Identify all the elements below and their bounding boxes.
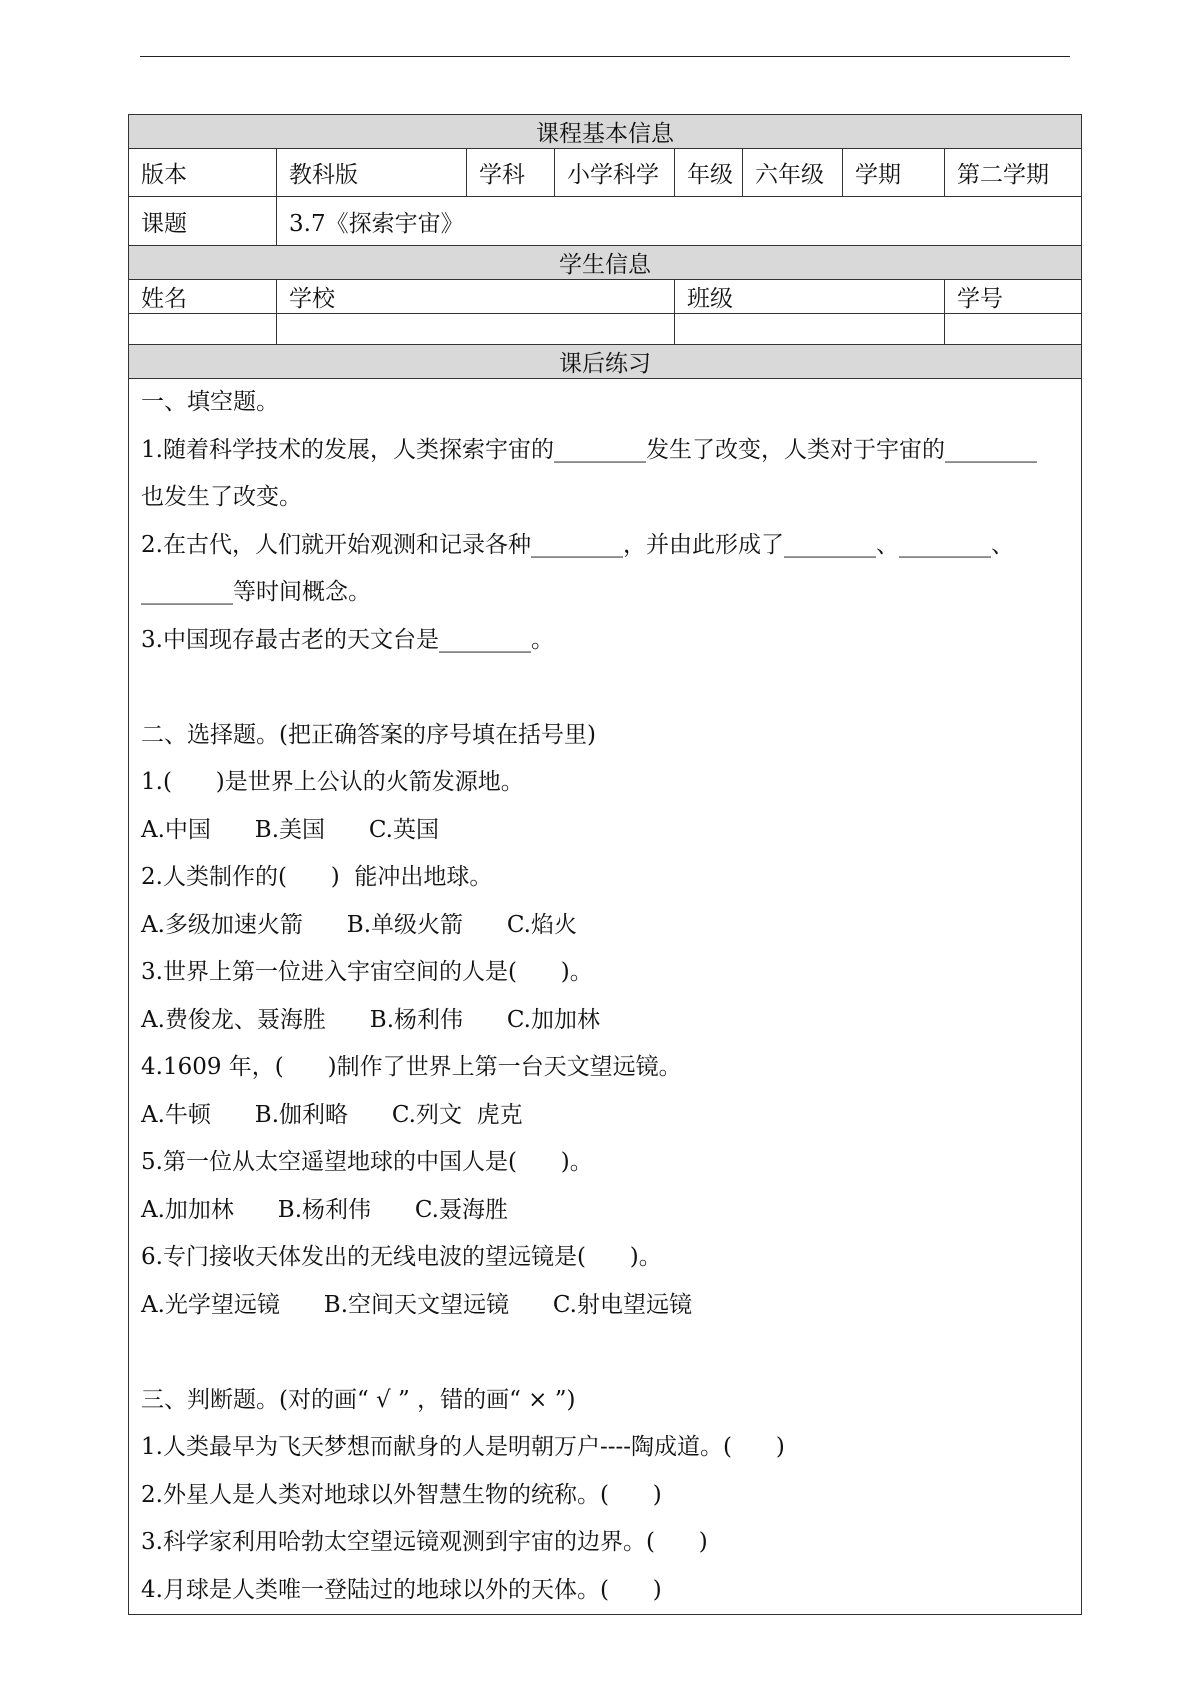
choice-options: A.费俊龙、聂海胜 B.杨利伟 C.加加林	[141, 1006, 600, 1033]
name-label: 姓名	[129, 280, 277, 314]
judge-item: 1.人类最早为飞天梦想而献身的人是明朝万户----陶成道。( )	[141, 1434, 785, 1460]
fill-blank-title: 一、填空题。	[141, 389, 279, 415]
edition-label: 版本	[129, 149, 277, 197]
topic-value: 3.7《探索宇宙》	[277, 197, 1082, 246]
id-label: 学号	[945, 280, 1082, 314]
name-field[interactable]	[129, 314, 277, 345]
choice-question: 6.专门接收天体发出的无线电波的望远镜是( )。	[141, 1244, 662, 1270]
course-info-header: 课程基本信息	[129, 115, 1082, 149]
judge-item: 2.外星人是人类对地球以外智慧生物的统称。( )	[141, 1481, 662, 1508]
choice-options: A.牛顿 B.伽利略 C.列文 虎克	[141, 1101, 523, 1128]
choice-question: 5.第一位从太空遥望地球的中国人是( )。	[141, 1149, 593, 1175]
choice-question: 2.人类制作的( ) 能冲出地球。	[141, 864, 493, 890]
header-rule	[140, 56, 1070, 57]
topic-label: 课题	[129, 197, 277, 246]
grade-label: 年级	[675, 149, 743, 197]
judge-item: 4.月球是人类唯一登陆过的地球以外的天体。( )	[141, 1576, 662, 1603]
fill-blank-line: 2.在古代，人们就开始观测和记录各种________，并由此形成了________、________、	[141, 531, 1014, 558]
choice-options: A.加加林 B.杨利伟 C.聂海胜	[141, 1196, 508, 1223]
student-info-header: 学生信息	[129, 246, 1082, 280]
fill-blank-line: ________等时间概念。	[141, 579, 371, 605]
school-field[interactable]	[277, 314, 675, 345]
choice-question: 4.1609 年，( )制作了世界上第一台天文望远镜。	[141, 1054, 682, 1080]
choice-title: 二、选择题。(把正确答案的序号填在括号里)	[141, 721, 596, 748]
choice-options: A.中国 B.美国 C.英国	[141, 816, 439, 843]
fill-blank-line: 3.中国现存最古老的天文台是________。	[141, 626, 554, 653]
term-label: 学期	[843, 149, 945, 197]
grade-value: 六年级	[743, 149, 843, 197]
judge-item: 3.科学家利用哈勃太空望远镜观测到宇宙的边界。( )	[141, 1529, 708, 1555]
choice-options: A.光学望远镜 B.空间天文望远镜 C.射电望远镜	[141, 1291, 692, 1318]
judge-title: 三、判断题。(对的画“ √ ” ，错的画“ × ”)	[141, 1386, 576, 1413]
class-label: 班级	[675, 280, 945, 314]
exercises-content	[129, 379, 1082, 1615]
choice-question: 3.世界上第一位进入宇宙空间的人是( )。	[141, 959, 593, 985]
choice-options: A.多级加速火箭 B.单级火箭 C.焰火	[141, 911, 577, 938]
choice-question: 1.( )是世界上公认的火箭发源地。	[141, 769, 524, 795]
subject-label: 学科	[467, 149, 555, 197]
exercises-header: 课后练习	[129, 345, 1082, 379]
id-field[interactable]	[945, 314, 1082, 345]
section-spacer	[141, 1329, 1069, 1377]
fill-blank-line: 也发生了改变。	[141, 484, 302, 510]
edition-value: 教科版	[277, 149, 467, 197]
term-value: 第二学期	[945, 149, 1082, 197]
fill-blank-line: 1.随着科学技术的发展，人类探索宇宙的________发生了改变，人类对于宇宙的________	[141, 436, 1037, 463]
subject-value: 小学科学	[555, 149, 675, 197]
school-label: 学校	[277, 280, 675, 314]
section-spacer	[141, 664, 1069, 712]
worksheet-table	[128, 114, 1082, 1615]
class-field[interactable]	[675, 314, 945, 345]
